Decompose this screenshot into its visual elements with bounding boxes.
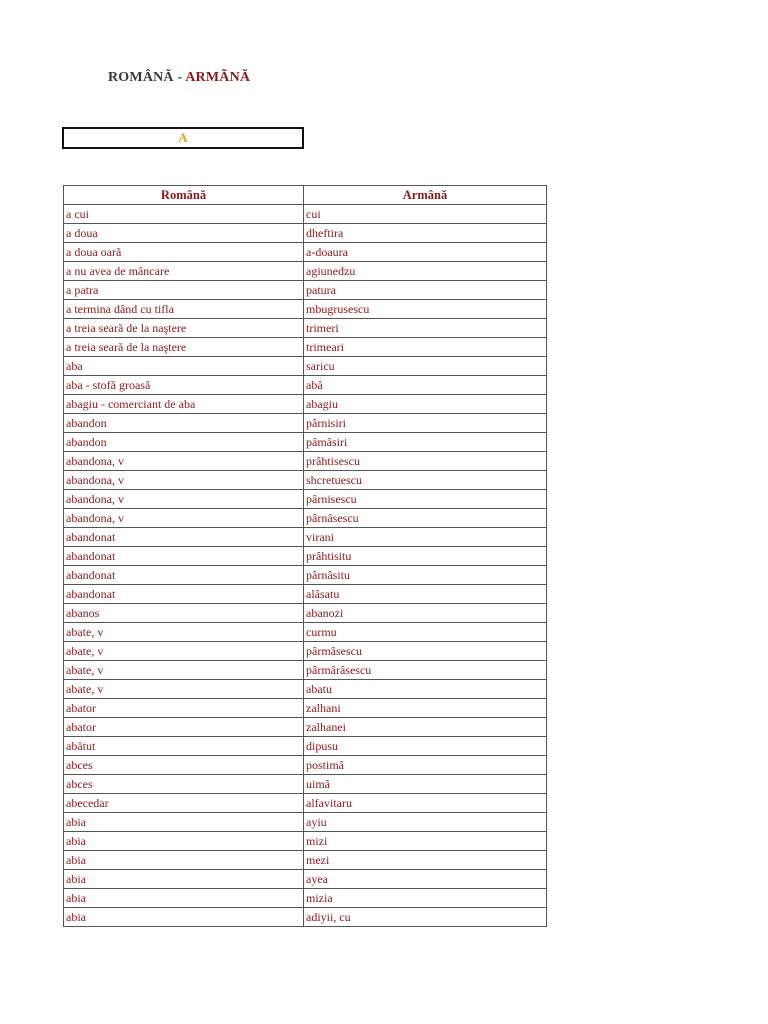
armana-term-cell: uimâ	[304, 775, 547, 794]
table-row	[64, 528, 547, 547]
romana-term-cell: abator	[64, 718, 304, 737]
table-row	[64, 376, 547, 395]
romana-term-cell: abia	[64, 851, 304, 870]
romana-term-cell: abandon	[64, 433, 304, 452]
armana-term-cell: mezi	[304, 851, 547, 870]
armana-term-cell: a-doaura	[304, 243, 547, 262]
armana-term-cell: agiunedzu	[304, 262, 547, 281]
armana-term-cell: prâhtisitu	[304, 547, 547, 566]
table-row	[64, 490, 547, 509]
table-row	[64, 395, 547, 414]
table-row	[64, 585, 547, 604]
armana-term-cell: abagiu	[304, 395, 547, 414]
table-row	[64, 889, 547, 908]
romana-term-cell: abandona, v	[64, 490, 304, 509]
armana-term-cell: alâsatu	[304, 585, 547, 604]
title-separator: -	[173, 70, 186, 85]
romana-term-cell: a patra	[64, 281, 304, 300]
armana-term-cell: mizia	[304, 889, 547, 908]
armana-term-cell: mizi	[304, 832, 547, 851]
armana-term-cell: abâ	[304, 376, 547, 395]
dictionary-table	[63, 185, 547, 927]
romana-term-cell: abces	[64, 756, 304, 775]
armana-term-cell: curmu	[304, 623, 547, 642]
table-row	[64, 623, 547, 642]
table-row	[64, 813, 547, 832]
dictionary-body	[64, 205, 547, 927]
table-row	[64, 471, 547, 490]
romana-term-cell: a nu avea de mâncare	[64, 262, 304, 281]
romana-term-cell: aba - stofă groasă	[64, 376, 304, 395]
title-source-language: ROMÂNĂ	[108, 70, 174, 85]
armana-term-cell: prâhtisescu	[304, 452, 547, 471]
section-letter-heading: A	[62, 127, 304, 149]
romana-term-cell: abandonat	[64, 547, 304, 566]
armana-term-cell: pârnâsitu	[304, 566, 547, 585]
table-row	[64, 357, 547, 376]
romana-term-cell: abate, v	[64, 661, 304, 680]
romana-term-cell: aba	[64, 357, 304, 376]
romana-term-cell: abia	[64, 889, 304, 908]
romana-term-cell: abandona, v	[64, 471, 304, 490]
romana-term-cell: a cui	[64, 205, 304, 224]
romana-term-cell: abandonat	[64, 528, 304, 547]
armana-term-cell: ayiu	[304, 813, 547, 832]
romana-term-cell: abate, v	[64, 680, 304, 699]
table-row	[64, 281, 547, 300]
table-row	[64, 680, 547, 699]
table-row	[64, 851, 547, 870]
romana-term-cell: a treia seară de la naştere	[64, 319, 304, 338]
romana-term-cell: abate, v	[64, 623, 304, 642]
table-row	[64, 300, 547, 319]
armana-term-cell: adiyii, cu	[304, 908, 547, 927]
romana-term-cell: abia	[64, 832, 304, 851]
armana-term-cell: patura	[304, 281, 547, 300]
armana-term-cell: pârnâsescu	[304, 509, 547, 528]
armana-term-cell: ayea	[304, 870, 547, 889]
table-row	[64, 699, 547, 718]
table-row	[64, 604, 547, 623]
title-target-language: ARMÃNĂ	[185, 70, 251, 85]
page-title	[108, 70, 250, 86]
table-row	[64, 205, 547, 224]
table-row	[64, 414, 547, 433]
table-row	[64, 908, 547, 927]
romana-term-cell: abandonat	[64, 585, 304, 604]
armana-term-cell: pârnisescu	[304, 490, 547, 509]
armana-term-cell: pâmâsiri	[304, 433, 547, 452]
armana-term-cell: alfavitaru	[304, 794, 547, 813]
armana-term-cell: mbugrusescu	[304, 300, 547, 319]
romana-term-cell: abia	[64, 813, 304, 832]
romana-term-cell: abandon	[64, 414, 304, 433]
romana-term-cell: abecedar	[64, 794, 304, 813]
table-row	[64, 794, 547, 813]
table-row	[64, 224, 547, 243]
romana-term-cell: abandona, v	[64, 509, 304, 528]
armana-term-cell: abatu	[304, 680, 547, 699]
romana-term-cell: a doua	[64, 224, 304, 243]
armana-term-cell: dipusu	[304, 737, 547, 756]
table-row	[64, 832, 547, 851]
column-header-armana: Armână	[304, 186, 547, 205]
table-row	[64, 452, 547, 471]
romana-term-cell: abandona, v	[64, 452, 304, 471]
table-row	[64, 338, 547, 357]
table-header-row	[64, 186, 547, 205]
romana-term-cell: a termina dând cu tifla	[64, 300, 304, 319]
armana-term-cell: pârnisiri	[304, 414, 547, 433]
romana-term-cell: abia	[64, 908, 304, 927]
armana-term-cell: zalhani	[304, 699, 547, 718]
romana-term-cell: abces	[64, 775, 304, 794]
armana-term-cell: abanozi	[304, 604, 547, 623]
armana-term-cell: virani	[304, 528, 547, 547]
table-row	[64, 870, 547, 889]
table-row	[64, 319, 547, 338]
romana-term-cell: a treia seară de la naştere	[64, 338, 304, 357]
romana-term-cell: abătut	[64, 737, 304, 756]
column-header-romana: Română	[64, 186, 304, 205]
armana-term-cell: cui	[304, 205, 547, 224]
table-row	[64, 642, 547, 661]
romana-term-cell: abandonat	[64, 566, 304, 585]
table-row	[64, 737, 547, 756]
armana-term-cell: saricu	[304, 357, 547, 376]
table-row	[64, 756, 547, 775]
table-row	[64, 262, 547, 281]
armana-term-cell: zalhanei	[304, 718, 547, 737]
armana-term-cell: pârmârâsescu	[304, 661, 547, 680]
romana-term-cell: abagiu - comerciant de aba	[64, 395, 304, 414]
armana-term-cell: pârmâsescu	[304, 642, 547, 661]
romana-term-cell: abia	[64, 870, 304, 889]
table-row	[64, 243, 547, 262]
table-row	[64, 661, 547, 680]
armana-term-cell: trimeri	[304, 319, 547, 338]
table-row	[64, 775, 547, 794]
armana-term-cell: shcretuescu	[304, 471, 547, 490]
armana-term-cell: trimeari	[304, 338, 547, 357]
romana-term-cell: abator	[64, 699, 304, 718]
armana-term-cell: postimâ	[304, 756, 547, 775]
table-row	[64, 566, 547, 585]
table-row	[64, 509, 547, 528]
table-row	[64, 433, 547, 452]
romana-term-cell: abanos	[64, 604, 304, 623]
armana-term-cell: dheftira	[304, 224, 547, 243]
table-row	[64, 547, 547, 566]
table-row	[64, 718, 547, 737]
romana-term-cell: abate, v	[64, 642, 304, 661]
romana-term-cell: a doua oară	[64, 243, 304, 262]
